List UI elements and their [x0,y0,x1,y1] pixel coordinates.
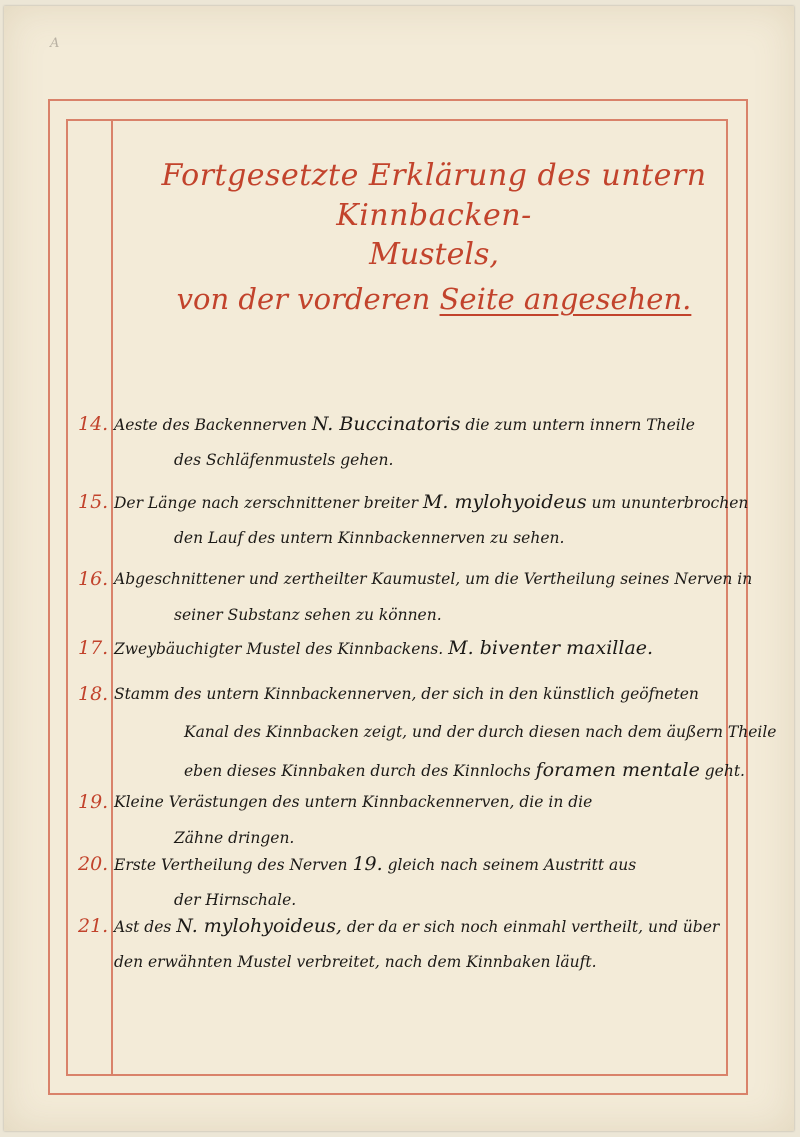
entry-number: 15. [78,491,109,513]
pencil-mark: A [50,36,60,51]
entry-line-2: der Hirnschale. [174,891,297,909]
entry-line-1 [114,406,695,443]
entry-number: 18. [78,683,109,705]
entry-line-2: seiner Substanz sehen zu können. [174,606,442,624]
entry-latin-term: M. mylohyoideus [422,491,587,513]
entry-line-2: Zähne dringen. [174,829,295,847]
title-line-1: Fortgesetzte Erklärung des untern Kinnbacken- [161,158,707,233]
entry-line-2: den Lauf des untern Kinnbackennerven zu sehen. [174,529,565,547]
entry-number: 19. [78,791,109,813]
entry-latin-term: foramen mentale [535,759,700,781]
entry-text: die zum untern innern Theile [460,416,695,434]
entry-line-1 [114,561,752,597]
title-line-3 [134,278,734,320]
entry-line-2: den erwähnten Mustel verbreitet, nach dem Kinnbaken läuft. [114,953,597,971]
entry-text: eben dieses Kinnbaken durch des Kinnlochs [184,762,536,780]
entry-line-2: Kanal des Kinnbacken zeigt, und der durch diesen nach dem äußern Theile [184,723,777,741]
entry-line-1 [114,676,699,712]
entry-number: 14. [78,413,109,435]
entry-text: Ast des [114,918,177,936]
entry-latin-term: N. Buccinatoris [311,413,461,435]
entry-line-1 [114,846,636,883]
entry-text: Abgeschnittener und zertheilter Kaumustel, um die Vertheilung seines Nerven in [114,570,753,588]
entry-text: geht. [699,762,745,780]
entry-text: Stamm des untern Kinnbackennerven, der sich in den künstlich geöfneten [114,685,699,703]
title-line-2: Mustels, [369,237,499,272]
entry-line-1 [114,784,592,820]
entry-text: Kleine Verästungen des untern Kinnbackennerven, die in die [114,793,593,811]
entry-text: der da er sich noch einmahl vertheilt, und über [341,918,720,936]
entry-text: um ununterbrochen [586,494,749,512]
entry-number: 21. [78,915,109,937]
entry-line-2: des Schläfenmustels gehen. [174,451,394,469]
entry-text: Der Länge nach zerschnittener breiter [114,494,423,512]
entry-text: gleich nach seinem Austritt aus [382,856,637,874]
entry-number: 16. [78,568,109,590]
entry-line-1 [114,908,719,945]
entry-line-1 [114,630,653,667]
title-line-3-start: von der vorderen [176,282,440,316]
entry-latin-term: 19. [352,853,383,875]
entry-text: Erste Vertheilung des Nerven [114,856,353,874]
entry-line-1 [114,484,748,521]
manuscript-page [4,6,794,1131]
page-title [134,156,734,320]
entry-latin-term: N. mylohyoideus, [176,915,342,937]
entry-latin-term: M. biventer maxillae. [448,637,654,659]
entry-number: 20. [78,853,109,875]
entry-text: Zweybäuchigter Mustel des Kinnbackens. [114,640,449,658]
entry-text: Aeste des Backennerven [114,416,312,434]
entry-number: 17. [78,637,109,659]
title-line-3-underlined: Seite angesehen. [439,282,692,316]
